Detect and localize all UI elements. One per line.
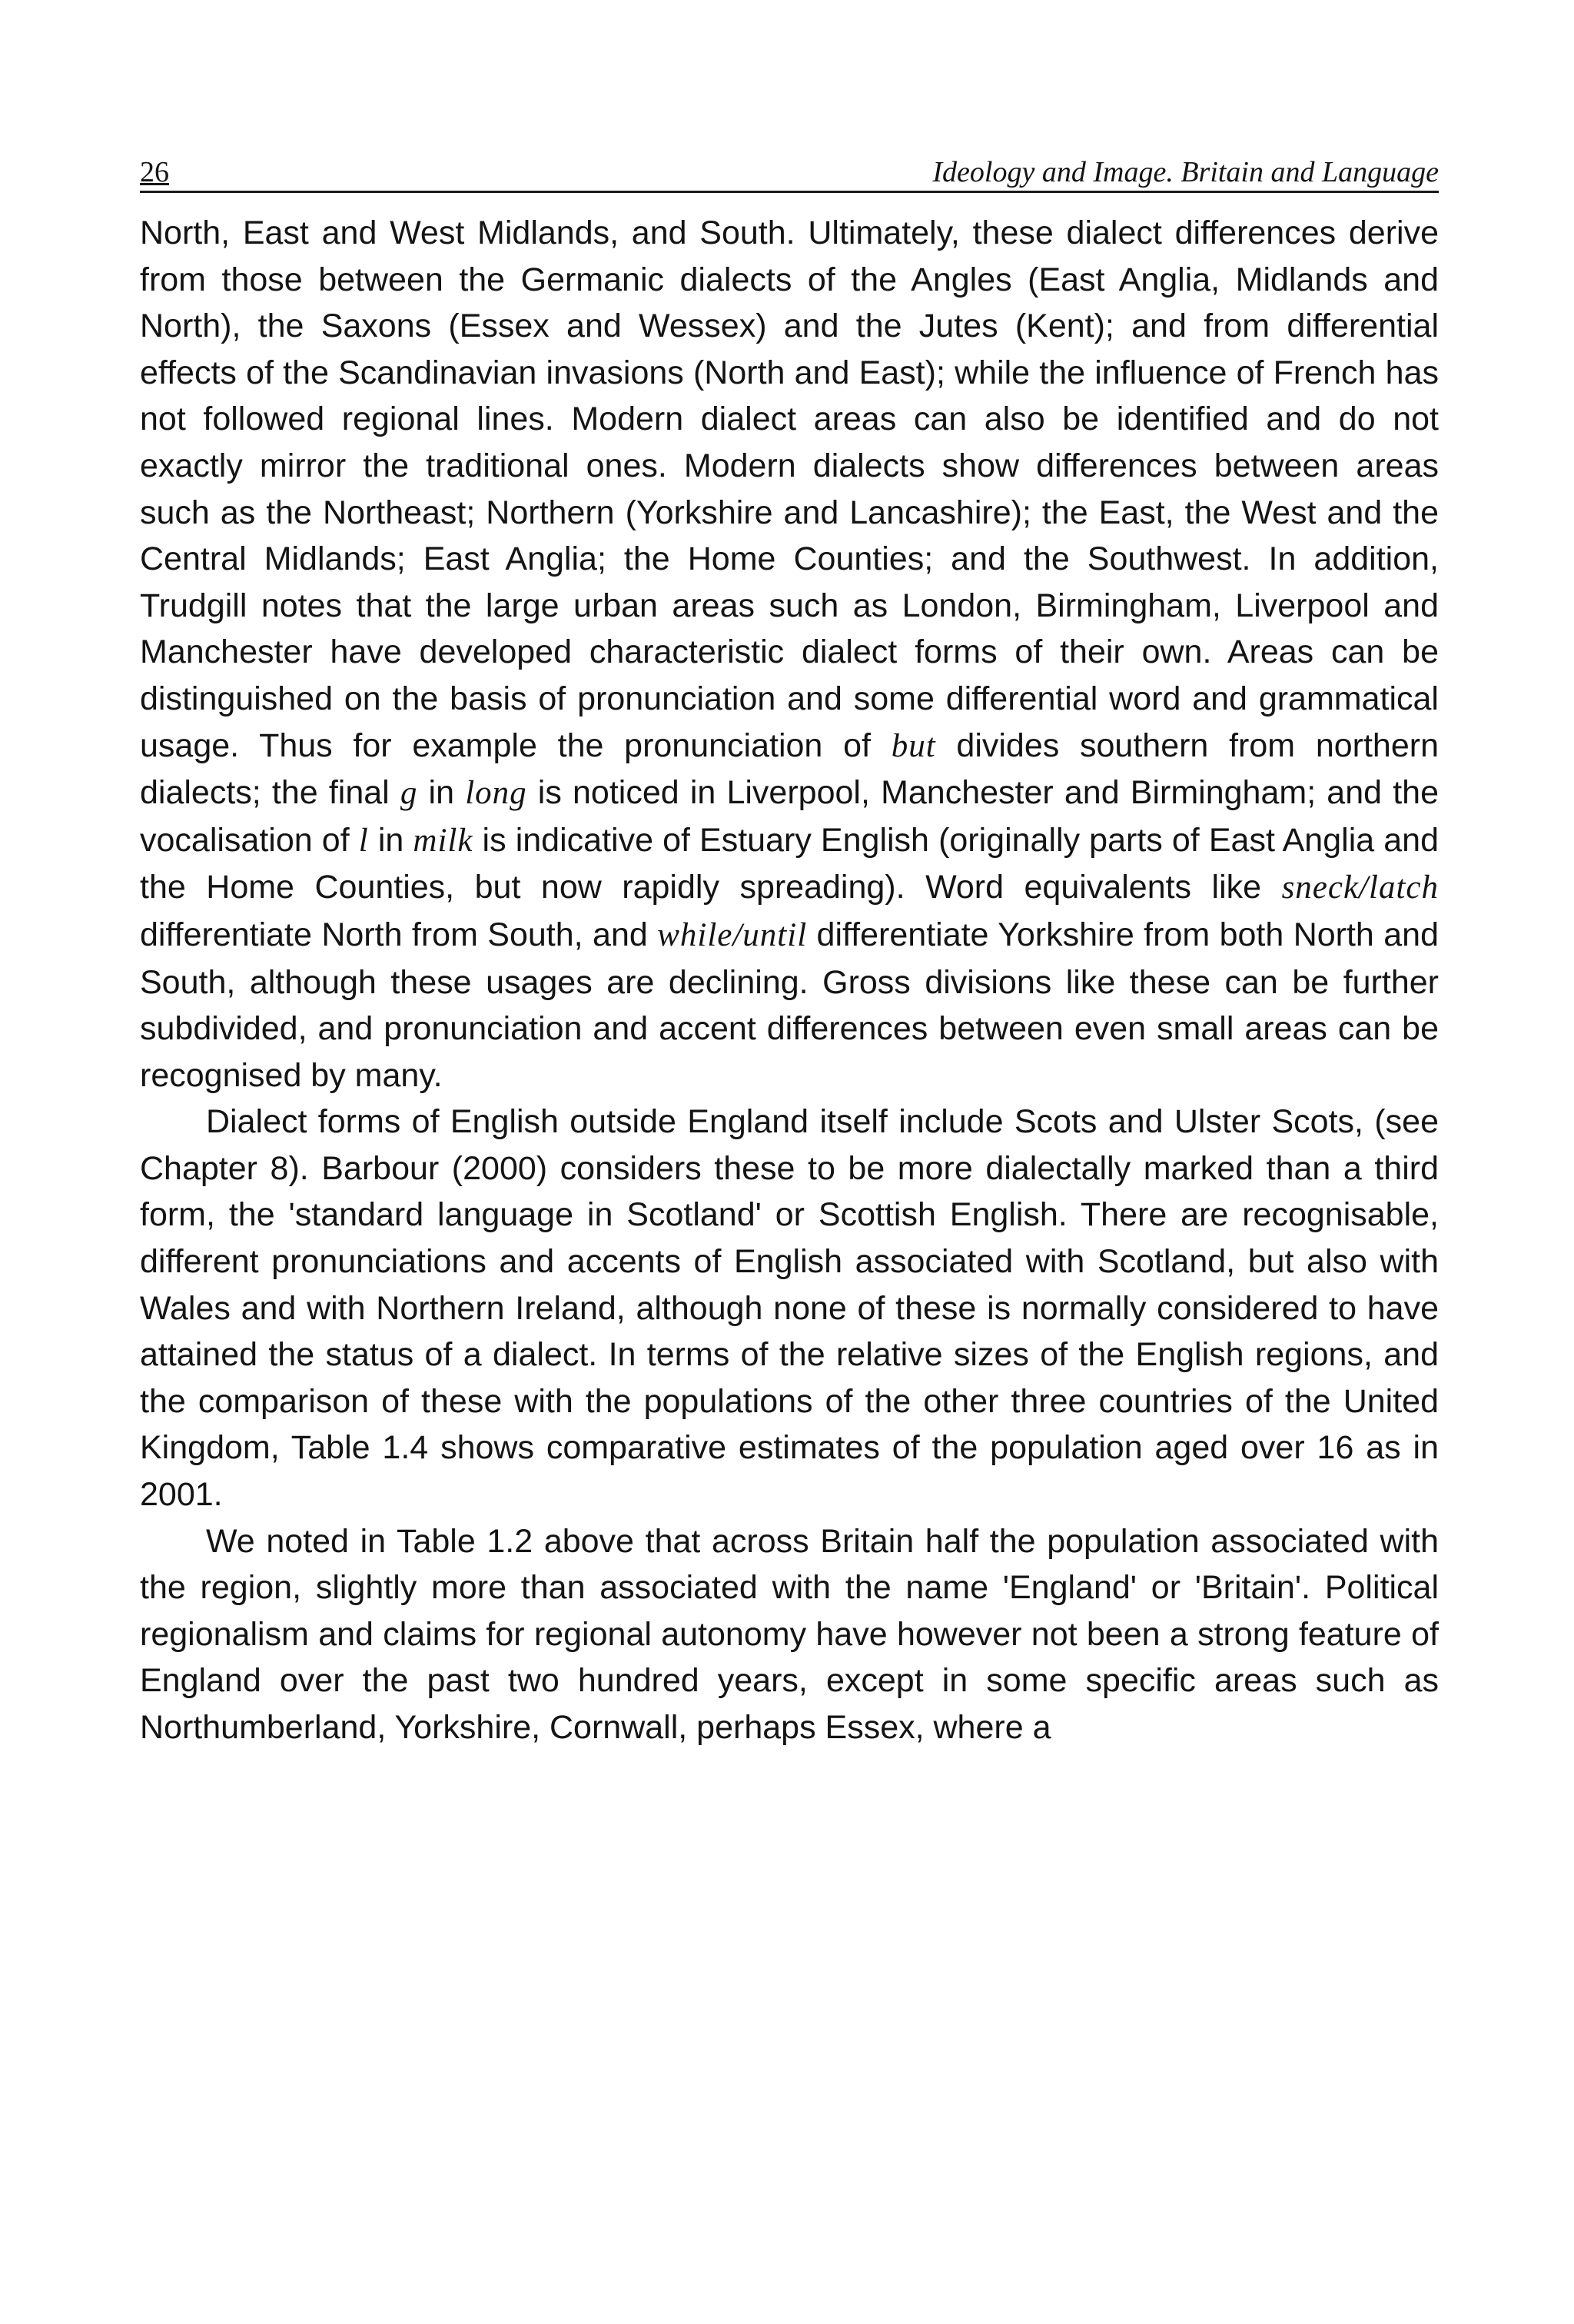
running-title: Ideology and Image. Britain and Language <box>932 156 1439 188</box>
body-text <box>140 210 1439 1751</box>
text-run: in <box>417 774 466 812</box>
italic-term: milk <box>413 822 473 859</box>
text-run: We noted in Table 1.2 above that across Britain half the population associated with the region, slightly more than associated with the name 'England' or 'Britain'. Political regionalism and claims for regional autonomy have however not been a strong feature of England over the past two hundred years, except in some specific areas such as Northumberland, Yorkshire, Cornwall, perhaps Essex, where a <box>140 1522 1439 1746</box>
italic-term: l <box>358 822 369 859</box>
text-run: Dialect forms of English outside England itself include Scots and Ulster Scots, (see Chapter 8). Barbour (2000) considers these to be more dialectally marked than a third form, the 'standard language in Scotland' or Scottish English. There are recognisable, different pronunciations and accents of English associated with Scotland, but also with Wales and with Northern Ireland, although none of these is normally considered to have attained the status of a dialect. In terms of the relative sizes of the English regions, and the comparison of these with the populations of the other three countries of the United Kingdom, Table 1.4 shows comparative estimates of the population aged over 16 as in 2001. <box>140 1103 1439 1514</box>
italic-term: while/until <box>657 916 808 953</box>
text-run: is indicative of Estuary English (originally parts of East Anglia and the Home Counties, but now rapidly spreading). Word equivalents like <box>140 821 1440 906</box>
text-run: differentiate North from South, and <box>140 916 658 953</box>
page-number: 26 <box>140 156 169 188</box>
italic-term: g <box>400 775 418 812</box>
italic-term: but <box>891 727 936 764</box>
text-run: North, East and West Midlands, and South. Ultimately, these dialect differences derive from those between the Germanic dialects of the Angles (East Anglia, Midlands and North), the Saxons (Essex and Wessex) and the Jutes (Kent); and from differential effects of the Scandinavian invasions (North and East); while the influence of French has not followed regional lines. Modern dialect areas can also be identified and do not exactly mirror the traditional ones. Modern dialects show differences between areas such as the Northeast; Northern (Yorkshire and Lancashire); the East, the West and the Central Midlands; East Anglia; the Home Counties; and the Southwest. In addition, Trudgill notes that the large urban areas such as London, Birmingham, Liverpool and Manchester have developed characteristic dialect forms of their own. Areas can be distinguished on the basis of pronunciation and some differential word and grammatical usage. Thus for example the pronunciation of <box>140 214 1439 764</box>
text-run: in <box>368 821 413 859</box>
paragraph <box>140 1518 1439 1751</box>
italic-term: sneck/latch <box>1281 869 1439 906</box>
book-page <box>140 151 1439 1751</box>
text-run: divides southern from northern dialects; the final <box>140 726 1439 812</box>
text-run: differentiate Yorkshire from both North and South, although these usages are declining. Gross divisions like these can be further subdivided, and pronunciation and accent differences between even small areas can be recognised by many. <box>140 916 1439 1094</box>
text-run: is noticed in Liverpool, Manchester and Birmingham; and the vocalisation of <box>140 774 1439 859</box>
paragraph <box>140 210 1439 1099</box>
italic-term: long <box>465 775 527 812</box>
running-header <box>140 151 1439 193</box>
paragraph <box>140 1099 1439 1518</box>
